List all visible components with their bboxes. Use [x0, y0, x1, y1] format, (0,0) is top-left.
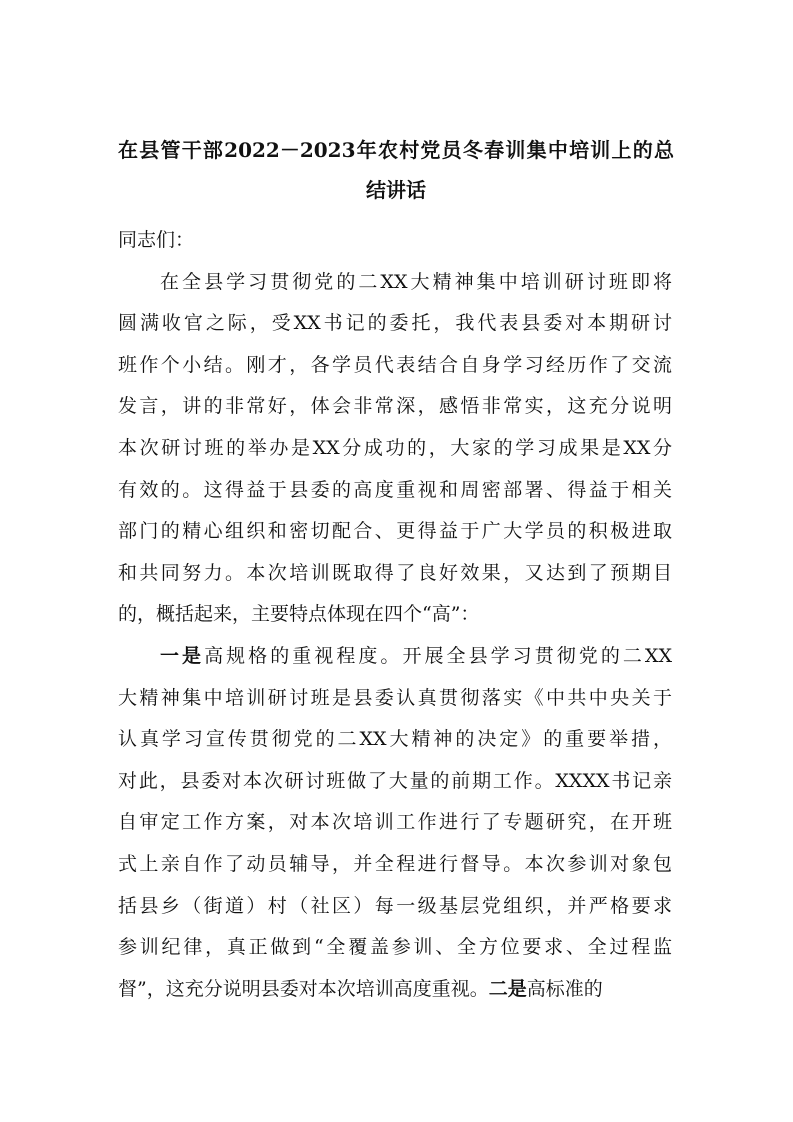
text-segment: 部门的精心组织和密切配合、更得益于广大学员的积极进取 [118, 520, 672, 543]
text-segment: 大精神集中培训研讨班是县委认真贯彻落实《中共中央关于 [118, 686, 672, 709]
paragraph-line [118, 470, 672, 512]
paragraph-line [118, 303, 672, 345]
text-segment: 高规格的重视程度。开展全县学习贯彻党的二XX [204, 644, 672, 667]
text-segment: 本次研讨班的举办是XX分成功的，大家的学习成果是XX分 [118, 436, 672, 459]
paragraph-line [118, 511, 672, 553]
paragraph-line [118, 678, 672, 720]
paragraph-line [118, 844, 672, 886]
paragraph-line [118, 802, 672, 844]
text-segment: 在全县学习贯彻党的二XX大精神集中培训研讨班即将 [160, 270, 672, 293]
paragraph-line [118, 386, 672, 428]
paragraph-line [118, 594, 672, 636]
text-segment: 对此，县委对本次研讨班做了大量的前期工作。XXXX书记亲 [118, 769, 672, 792]
text-segment: 括县乡（街道）村（社区）每一级基层党组织，并严格要求 [118, 894, 672, 917]
document-body [118, 220, 672, 1010]
text-segment: 的，概括起来，主要特点体现在四个“高”： [118, 603, 480, 626]
bold-lead-text: 二是 [488, 977, 527, 1000]
paragraph-line [118, 927, 672, 969]
text-segment: 自审定工作方案，对本次培训工作进行了专题研究，在开班 [118, 811, 672, 834]
text-segment: 和共同努力。本次培训既取得了良好效果，又达到了预期目 [118, 561, 672, 584]
text-segment: 参训纪律，真正做到“全覆盖参训、全方位要求、全过程监 [118, 936, 672, 959]
text-segment: 圆满收官之际，受XX书记的委托，我代表县委对本期研讨 [118, 312, 672, 335]
paragraph-line [118, 262, 672, 304]
paragraph-line [118, 345, 672, 387]
text-segment: 班作个小结。刚才，各学员代表结合自身学习经历作了交流 [118, 353, 672, 376]
text-segment: 有效的。这得益于县委的高度重视和周密部署、得益于相关 [118, 478, 672, 501]
document-title-line-2: 结讲话 [366, 178, 426, 202]
paragraph-line [118, 553, 672, 595]
text-segment: 认真学习宣传贯彻党的二XX大精神的决定》的重要举措， [118, 728, 672, 751]
paragraph-line [118, 969, 672, 1011]
text-segment: 高标准的 [526, 977, 603, 1000]
text-segment: 发言，讲的非常好，体会非常深，感悟非常实，这充分说明 [118, 395, 672, 418]
text-segment: 式上亲自作了动员辅导，并全程进行督导。本次参训对象包 [118, 852, 672, 875]
bold-lead-text: 一是 [160, 644, 205, 667]
paragraph-line [118, 761, 672, 803]
paragraph-line [118, 428, 672, 470]
document-title-line-1: 在县管干部2022－2023年农村党员冬春训集中培训上的总 [118, 138, 674, 162]
paragraph-line [118, 636, 672, 678]
text-segment: 督”，这充分说明县委对本次培训高度重视。 [118, 977, 489, 1000]
paragraph-line [118, 886, 672, 928]
salutation: 同志们： [118, 229, 195, 251]
paragraph-line [118, 719, 672, 761]
